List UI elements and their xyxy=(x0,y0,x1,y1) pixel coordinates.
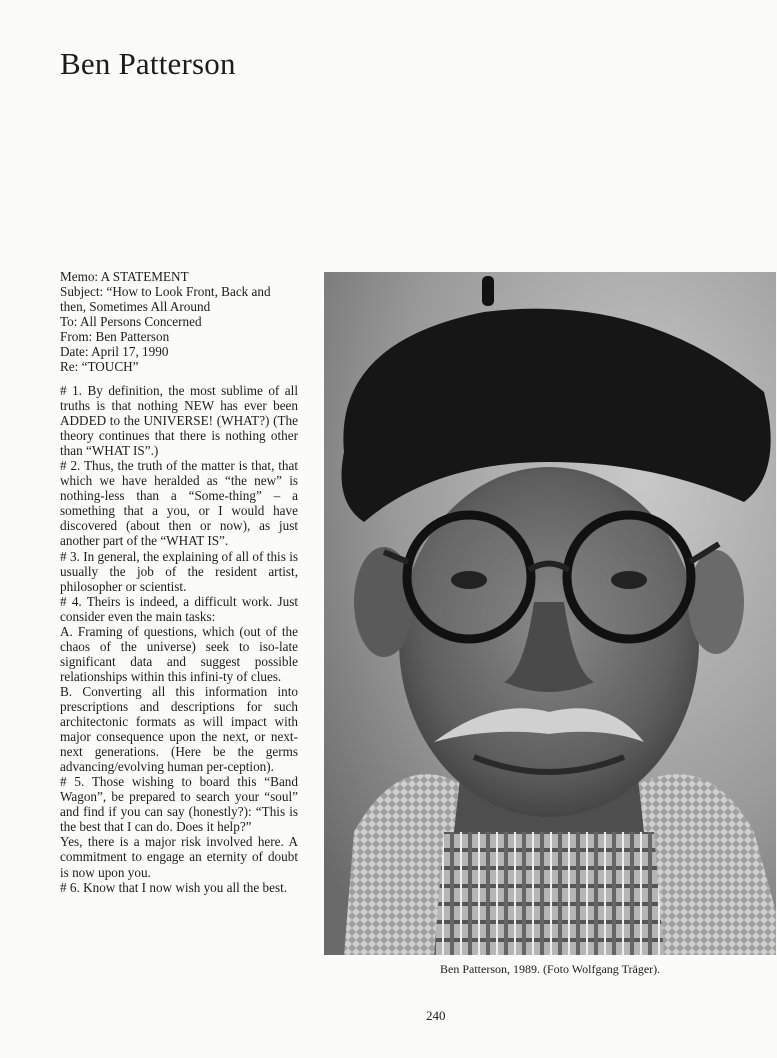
paragraph-6: # 6. Know that I now wish you all the best. xyxy=(60,879,288,895)
memo-header xyxy=(60,269,300,374)
memo-line-to: To: All Persons Concerned xyxy=(60,314,202,329)
memo-line-subject: Subject: “How to Look Front, Back and xyxy=(60,284,271,299)
photo-caption: Ben Patterson, 1989. (Foto Wolfgang Träger). xyxy=(440,962,661,976)
paragraph-5-cont: Yes, there is a major risk involved here. A commitment to engage an eternity of doubt is now upon you. xyxy=(60,834,298,880)
portrait-photo-icon xyxy=(324,272,776,955)
portrait-photo xyxy=(324,272,776,955)
memo-line-re: Re: “TOUCH” xyxy=(60,359,139,374)
paragraph-1: # 1. By definition, the most sublime of all truths is that nothing NEW has ever been ADDED to the UNIVERSE! (WHAT?) (The theory continues that there is nothing other than “WHAT IS”.) xyxy=(60,383,298,459)
memo-line-subject-cont: then, Sometimes All Around xyxy=(60,299,211,314)
paragraph-5: # 5. Those wishing to board this “Band Wagon”, be prepared to search your “soul” and find if you can say (honestly?): “This is the best that I can do. Does it help?” xyxy=(60,774,298,835)
memo-body xyxy=(60,383,298,895)
memo-line-date: Date: April 17, 1990 xyxy=(60,344,169,359)
paragraph-3: # 3. In general, the explaining of all of this is usually the job of the resident artist, philosopher or scientist. xyxy=(60,548,298,594)
memo-line-from: From: Ben Patterson xyxy=(60,329,170,344)
page-title: Ben Patterson xyxy=(60,46,236,81)
paragraph-4b: B. Converting all this information into prescriptions and descriptions for such architectonic formats as will impact with major consequence upon the next, or next-next generations. (Here be the germs advancing/evolving human per-ception). xyxy=(60,683,298,775)
paragraph-4: # 4. Theirs is indeed, a difficult work. Just consider even the main tasks: xyxy=(60,593,298,624)
paragraph-2: # 2. Thus, the truth of the matter is that, that which we have heralded as “the new” is nothing-less than a “Some-thing” – a something that a you, or I would have discovered (about then or now), as just another part of the “WHAT IS”. xyxy=(60,458,298,549)
page-number: 240 xyxy=(426,1008,446,1023)
paragraph-4a: A. Framing of questions, which (out of the chaos of the universe) seek to iso-late significant data and suggest possible relationships within this infini-ty of clues. xyxy=(60,623,298,684)
memo-line-memo: Memo: A STATEMENT xyxy=(60,269,189,284)
